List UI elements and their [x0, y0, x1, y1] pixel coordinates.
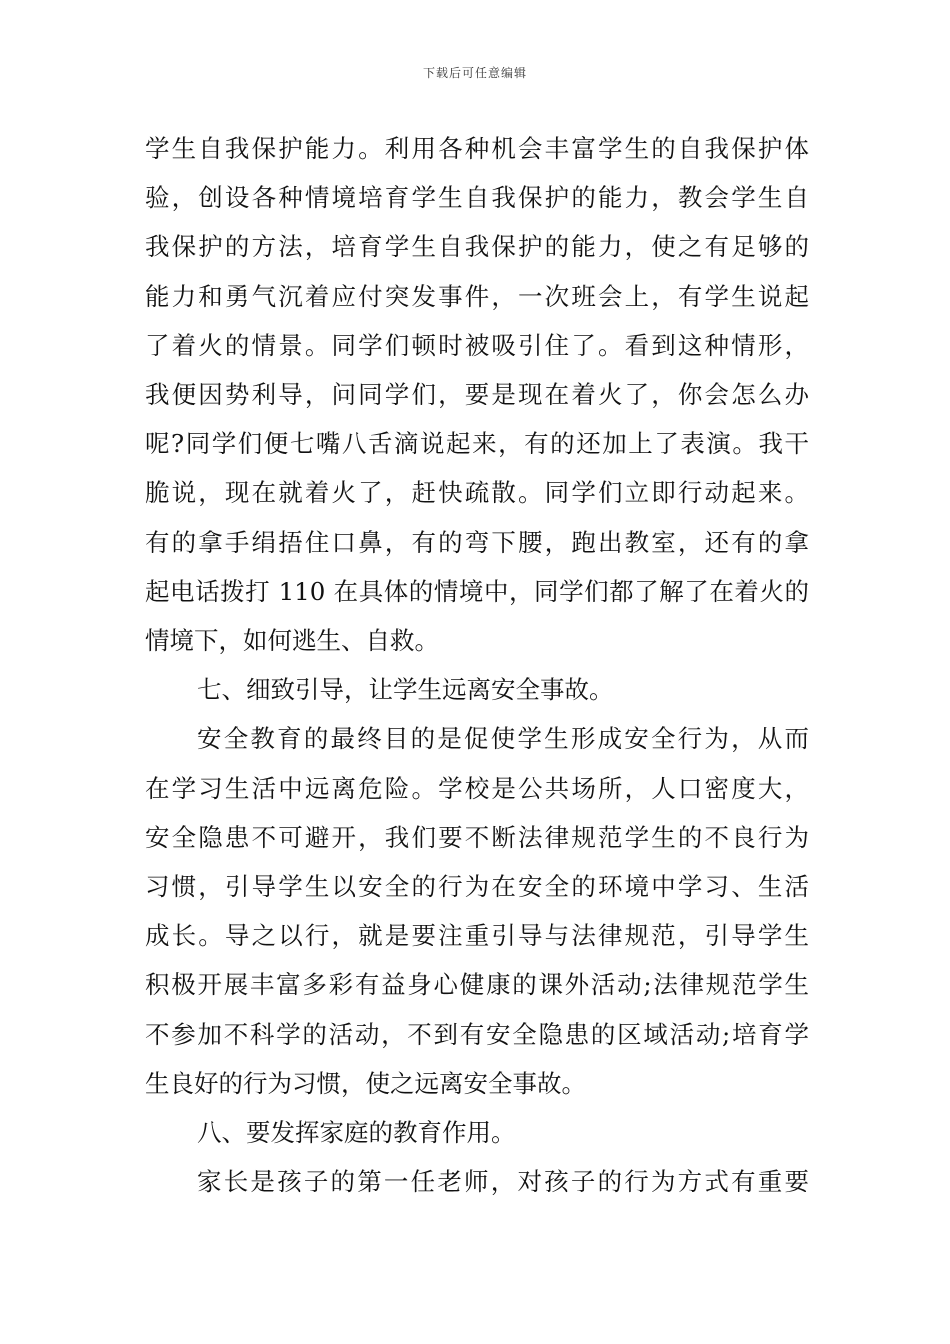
text-line: 家长是孩子的第一任老师，对孩子的行为方式有重要: [197, 1167, 809, 1197]
text-line: 八、要发挥家庭的教育作用。: [197, 1118, 516, 1148]
text-line: 我保护的方法，培育学生自我保护的能力，使之有足够的: [145, 232, 809, 262]
page-header: 下载后可任意编辑: [422, 66, 527, 80]
text-line: 有的拿手绢捂住口鼻，有的弯下腰，跑出教室，还有的拿: [145, 527, 809, 557]
text-line: 安全隐患不可避开，我们要不断法律规范学生的不良行为: [145, 822, 809, 852]
text-line: 了着火的情景。同学们顿时被吸引住了。看到这种情形，: [145, 330, 809, 360]
text-line: 情境下，如何逃生、自救。: [145, 626, 439, 656]
text-line: 呢?同学们便七嘴八舌滴说起来，有的还加上了表演。我干: [145, 429, 809, 459]
text-line: 不参加不科学的活动，不到有安全隐患的区域活动;培育学: [145, 1019, 809, 1049]
text-line: 七、细致引导，让学生远离安全事故。: [197, 675, 614, 705]
text-line: 安全教育的最终目的是促使学生形成安全行为，从而: [197, 724, 809, 754]
body-text: [145, 124, 809, 1206]
text-line: 验，创设各种情境培育学生自我保护的能力，教会学生自: [145, 183, 809, 213]
text-line: 在学习生活中远离危险。学校是公共场所，人口密度大，: [145, 773, 809, 803]
text-line: 成长。导之以行，就是要注重引导与法律规范，引导学生: [145, 921, 809, 951]
text-line: 积极开展丰富多彩有益身心健康的课外活动;法律规范学生: [145, 970, 809, 1000]
text-line: 我便因势利导，问同学们，要是现在着火了，你会怎么办: [145, 380, 809, 410]
text-line: 能力和勇气沉着应付突发事件，一次班会上，有学生说起: [145, 281, 809, 311]
text-line: 学生自我保护能力。利用各种机会丰富学生的自我保护体: [145, 134, 809, 163]
text-line: 起电话拨打 110 在具体的情境中，同学们都了解了在着火的: [145, 576, 809, 606]
text-line: 习惯，引导学生以安全的行为在安全的环境中学习、生活: [145, 872, 809, 902]
text-line: 脆说，现在就着火了，赶快疏散。同学们立即行动起来。: [145, 478, 809, 508]
text-line: 生良好的行为习惯，使之远离安全事故。: [145, 1068, 586, 1098]
